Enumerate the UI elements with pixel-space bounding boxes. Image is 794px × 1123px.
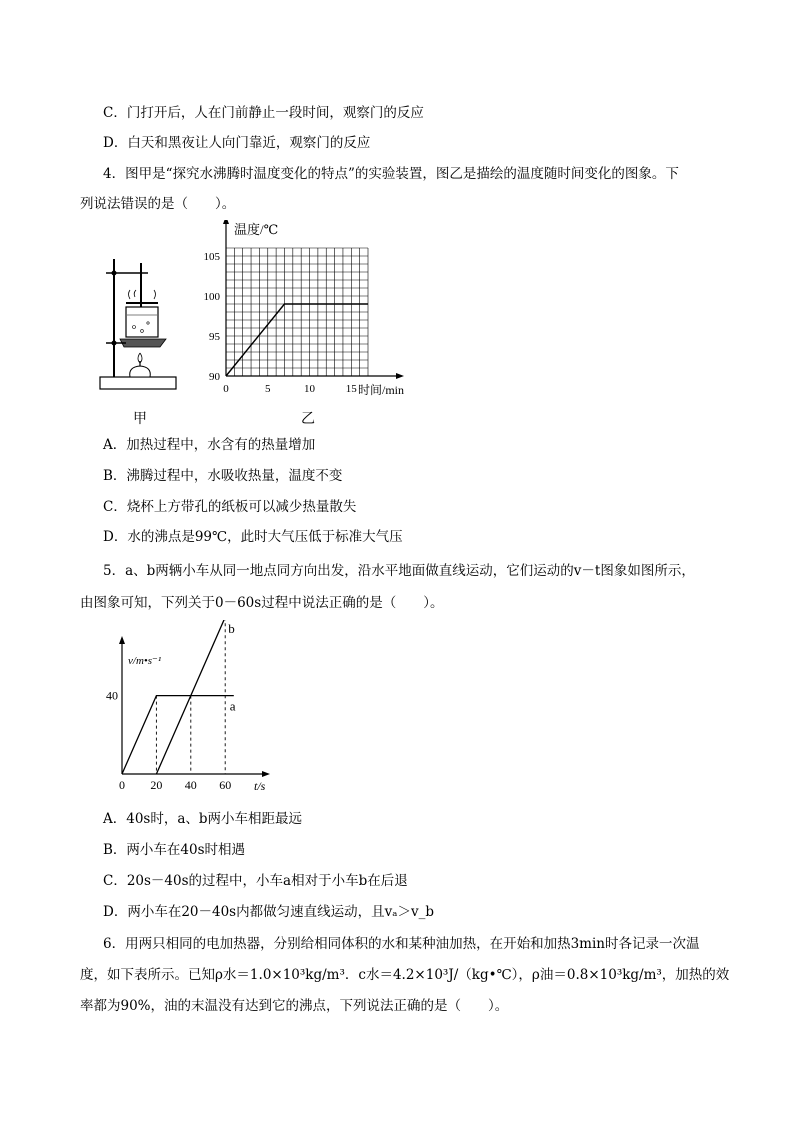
figure-label-jia: 甲: [133, 411, 147, 427]
series-a-label: a: [229, 698, 236, 714]
x-axis-label: 时间/min: [358, 383, 405, 397]
y-axis-label: 温度/℃: [234, 222, 279, 237]
x-tick-label: 60: [219, 778, 232, 792]
q5-option-d: D．两小车在20－40s内都做匀速直线运动，且vₐ＞v_b: [103, 904, 434, 920]
temperature-curve: [226, 304, 368, 376]
x-tick-label: 40: [184, 778, 197, 792]
y-tick-label: 100: [203, 291, 220, 303]
boiling-apparatus-figure: [96, 255, 186, 395]
q3-option-c: C．门打开后，人在门前静止一段时间，观察门的反应: [103, 105, 424, 121]
q4-option-d: D．水的沸点是99℃，此时大气压低于标准大气压: [103, 529, 403, 545]
q4-option-a: A．加热过程中，水含有的热量增加: [103, 437, 316, 453]
x-tick-label: 0: [223, 383, 229, 395]
q3-option-d: D．白天和黑夜让人向门靠近，观察门的反应: [103, 135, 371, 151]
q4-stem-line1: 4．图甲是“探究水沸腾时温度变化的特点”的实验装置，图乙是描绘的温度随时间变化的图象。下: [103, 166, 679, 182]
q6-line3: 率都为90%，油的末温没有达到它的沸点，下列说法正确的是（ ）。: [80, 998, 509, 1014]
series-a-line: [122, 696, 234, 774]
temperature-time-chart: [198, 220, 418, 400]
q5-option-a: A．40s时，a、b两小车相距最远: [103, 811, 303, 827]
x-axis-arrow: [396, 373, 404, 379]
x-tick-label: 5: [265, 383, 271, 395]
figure-label-yi: 乙: [301, 411, 315, 427]
chart-grid: [226, 248, 368, 376]
q4-option-b: B．沸腾过程中，水吸收热量，温度不变: [103, 468, 343, 484]
x-tick-label: 10: [304, 383, 316, 395]
x-axis-arrow: [262, 771, 270, 777]
q5-stem-line2: 由图象可知，下列关于0－60s过程中说法正确的是（ ）。: [80, 595, 444, 611]
q6-line1: 6．用两只相同的电加热器，分别给相同体积的水和某种油加热，在开始和加热3min时各记录一次温: [103, 936, 700, 952]
y-axis-arrow: [119, 636, 125, 644]
q5-stem-line1: 5．a、b两辆小车从同一地点同方向出发，沿水平地面做直线运动，它们运动的v－t图象如图所示，: [103, 563, 695, 579]
q5-option-b: B．两小车在40s时相遇: [103, 842, 246, 858]
q4-option-c: C．烧杯上方带孔的纸板可以减少热量散失: [103, 499, 357, 515]
q6-line2: 度，如下表所示。已知ρ水＝1.0×10³kg/m³．c水＝4.2×10³J/（kg•℃），ρ油＝0.8×10³kg/m³，加热的效: [80, 967, 730, 983]
y-tick-label: 90: [209, 371, 220, 383]
x-tick-label: 15: [345, 383, 357, 395]
velocity-time-chart: [96, 620, 286, 798]
y-axis-arrow: [223, 220, 229, 224]
q5-option-c: C．20s－40s的过程中，小车a相对于小车b在后退: [103, 873, 408, 889]
x-axis-label: t/s: [254, 779, 266, 793]
y-tick-label: 40: [106, 688, 118, 703]
x-tick-label: 0: [119, 778, 125, 792]
y-tick-label: 105: [203, 251, 220, 263]
y-axis-label: v/m•s⁻¹: [128, 655, 162, 667]
q4-stem-line2: 列说法错误的是（ ）。: [80, 196, 236, 212]
series-b-label: b: [228, 621, 235, 637]
x-tick-label: 20: [150, 778, 163, 792]
y-tick-label: 95: [209, 331, 220, 343]
